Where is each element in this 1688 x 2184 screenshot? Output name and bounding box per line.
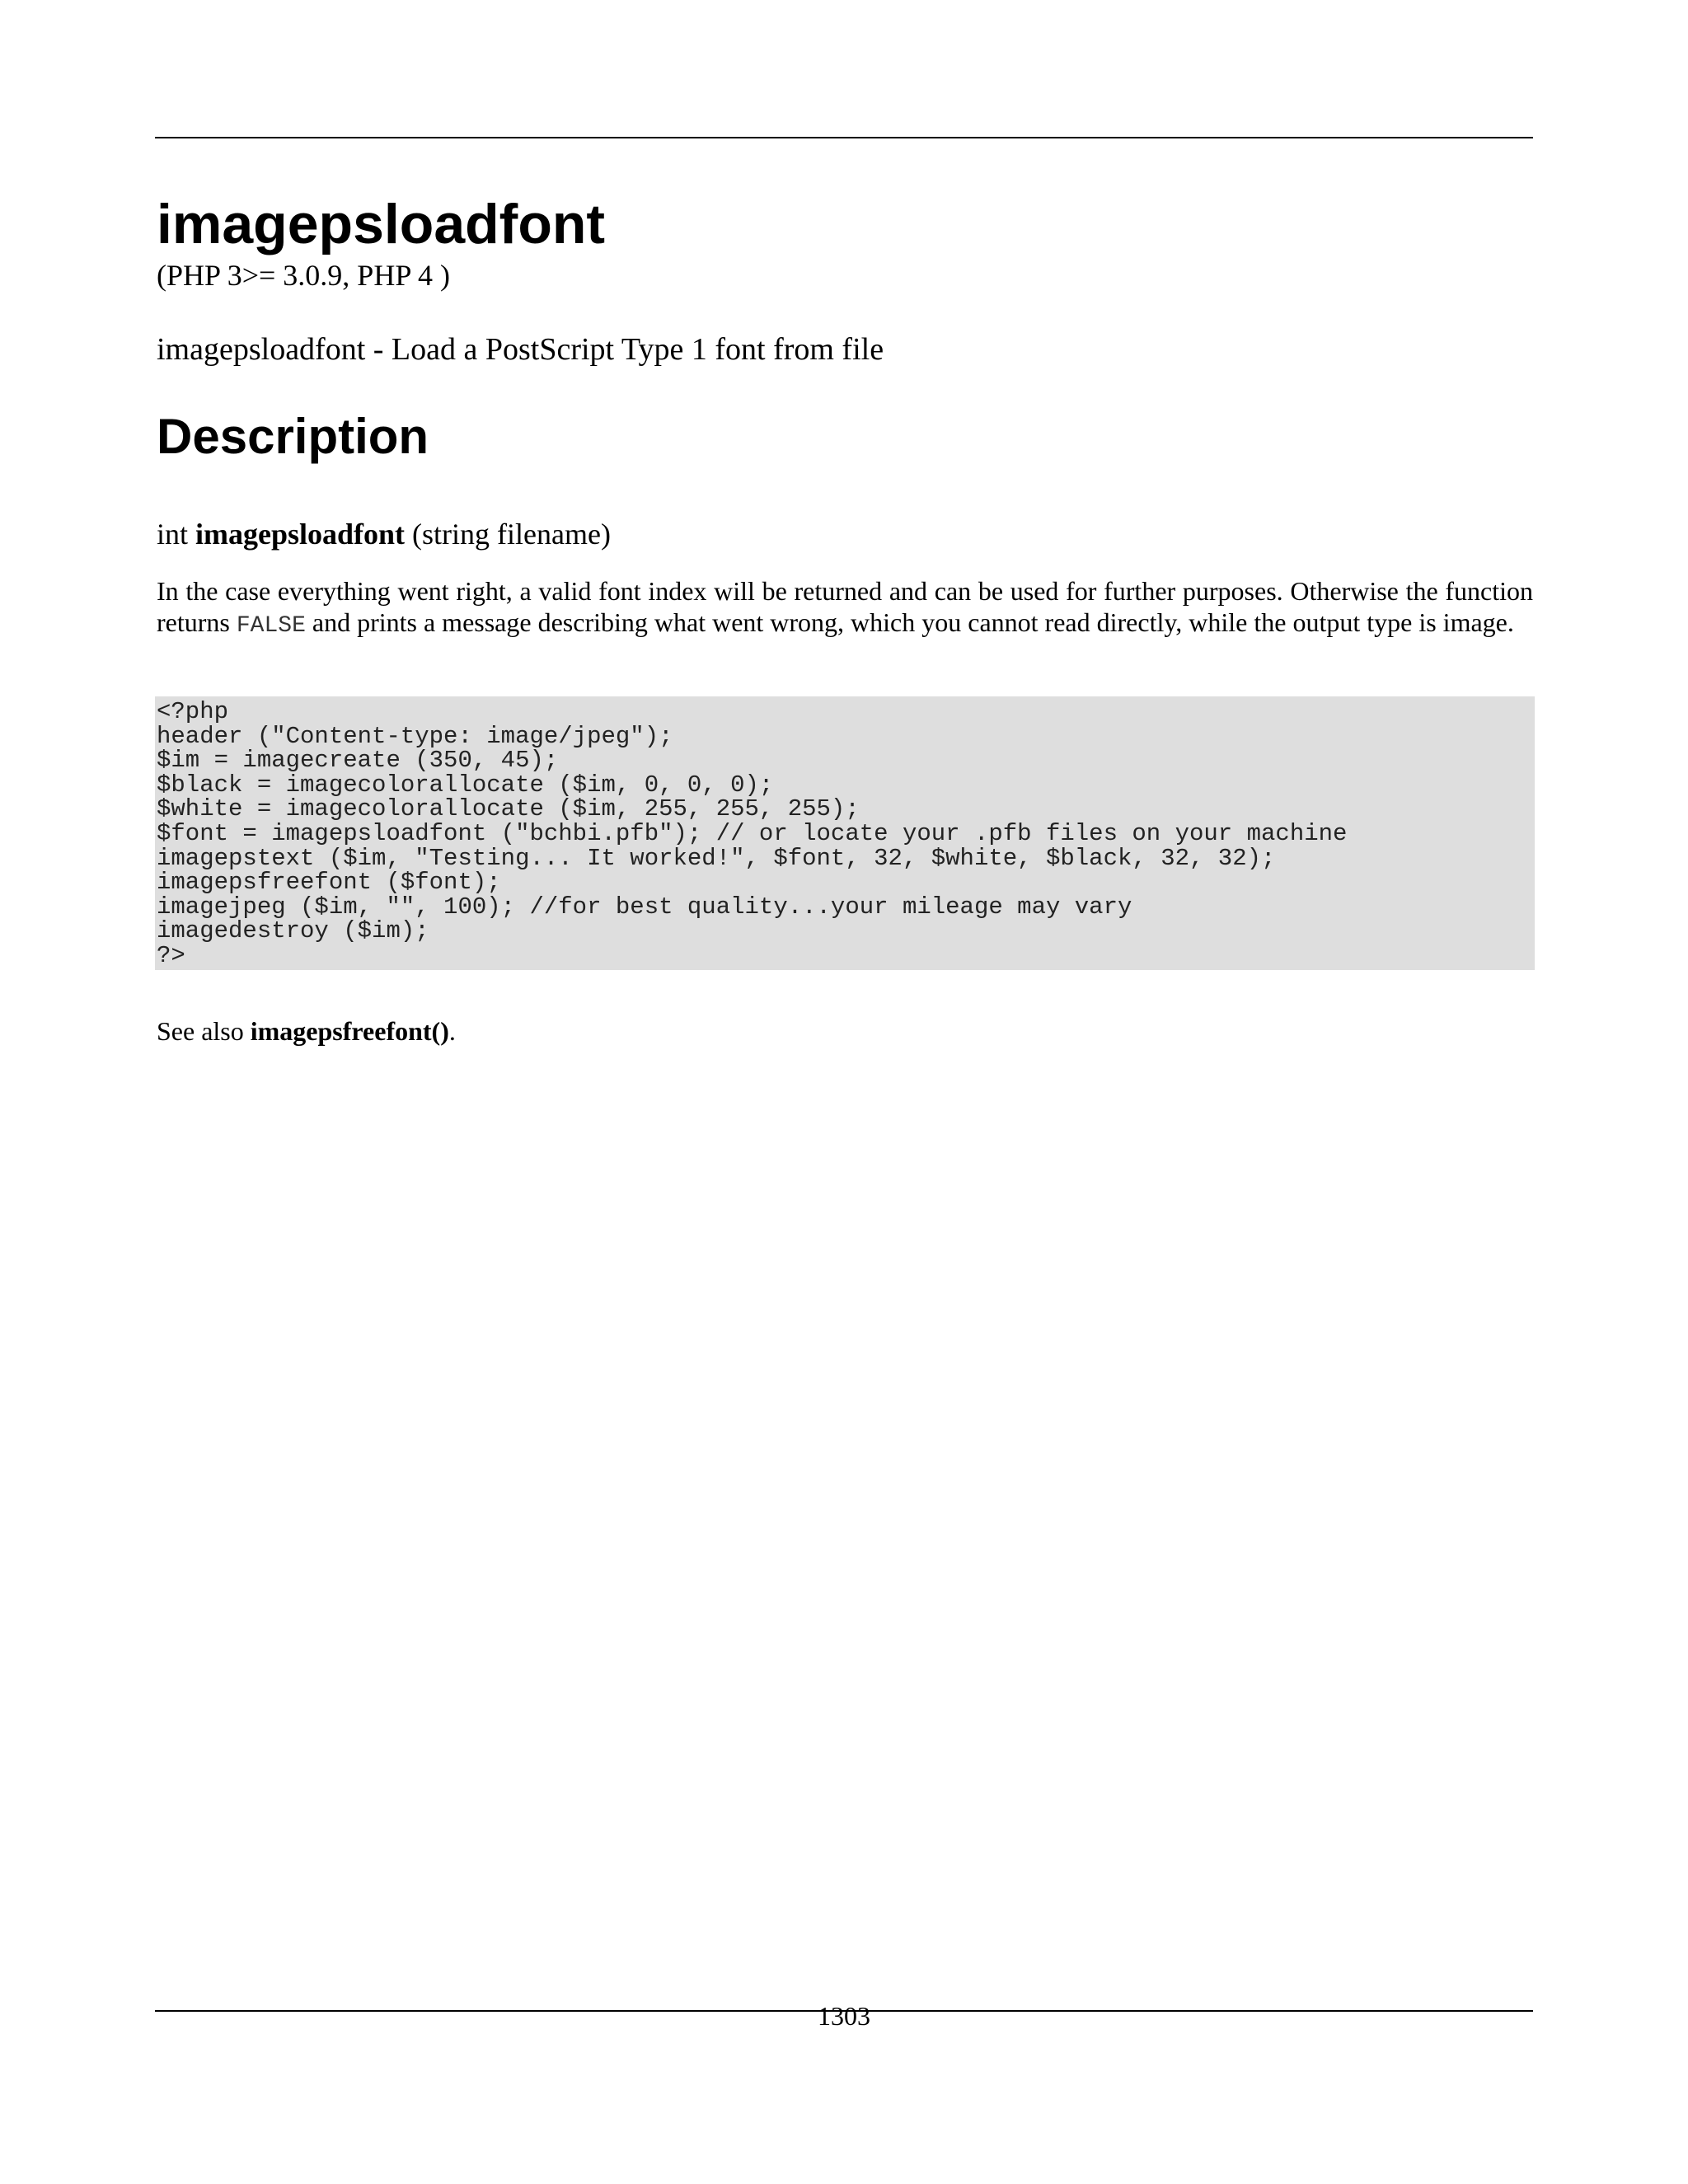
header-rule [155,137,1533,138]
code-line: imagepstext ($im, "Testing... It worked!", $font, 32, $white, $black, 32, 32); [157,844,1276,872]
code-line: imagepsfreefont ($font); [157,869,501,897]
synopsis-params: (string filename) [412,518,611,551]
function-synopsis [157,516,1533,552]
description-text-after: and prints a message describing what went wrong, which you cannot read directly, while the output type is image. [305,607,1514,637]
code-line: $im = imagecreate (350, 45); [157,747,559,775]
description-text-before: In the case everything went right, a valid font index will be returned and can be used for further purposes. Otherwise the function returns [157,576,1533,637]
section-heading-description: Description [157,409,429,464]
see-also [157,1015,1533,1047]
code-line: $black = imagecolorallocate ($im, 0, 0, 0); [157,771,774,799]
code-line: imagedestroy ($im); [157,917,429,945]
function-purpose: imagepsloadfont - Load a PostScript Type 1 font from file [157,332,884,367]
code-line: <?php [157,698,229,725]
code-example [155,696,1535,970]
page-number: 1303 [818,2001,870,2031]
code-line: $font = imagepsloadfont ("bchbi.pfb"); // or locate your .pfb files on your machine [157,819,1348,847]
description-paragraph [157,575,1533,642]
version-info: (PHP 3>= 3.0.9, PHP 4 ) [157,259,450,292]
page-content [157,191,1533,1047]
see-also-prefix: See also [157,1015,251,1046]
page-title: imagepsloadfont [157,193,606,255]
code-line: $white = imagecolorallocate ($im, 255, 255, 255); [157,795,860,823]
code-line: imagejpeg ($im, "", 100); //for best quality...your mileage may vary [157,893,1132,921]
see-also-link[interactable]: imagepsfreefont() [250,1015,449,1046]
see-also-suffix: . [448,1015,456,1046]
synopsis-return-type: int [157,518,189,551]
false-literal: FALSE [236,613,306,639]
code-line: header ("Content-type: image/jpeg"); [157,722,673,750]
code-line: ?> [157,941,185,969]
synopsis-function-name: imagepsloadfont [195,518,406,551]
